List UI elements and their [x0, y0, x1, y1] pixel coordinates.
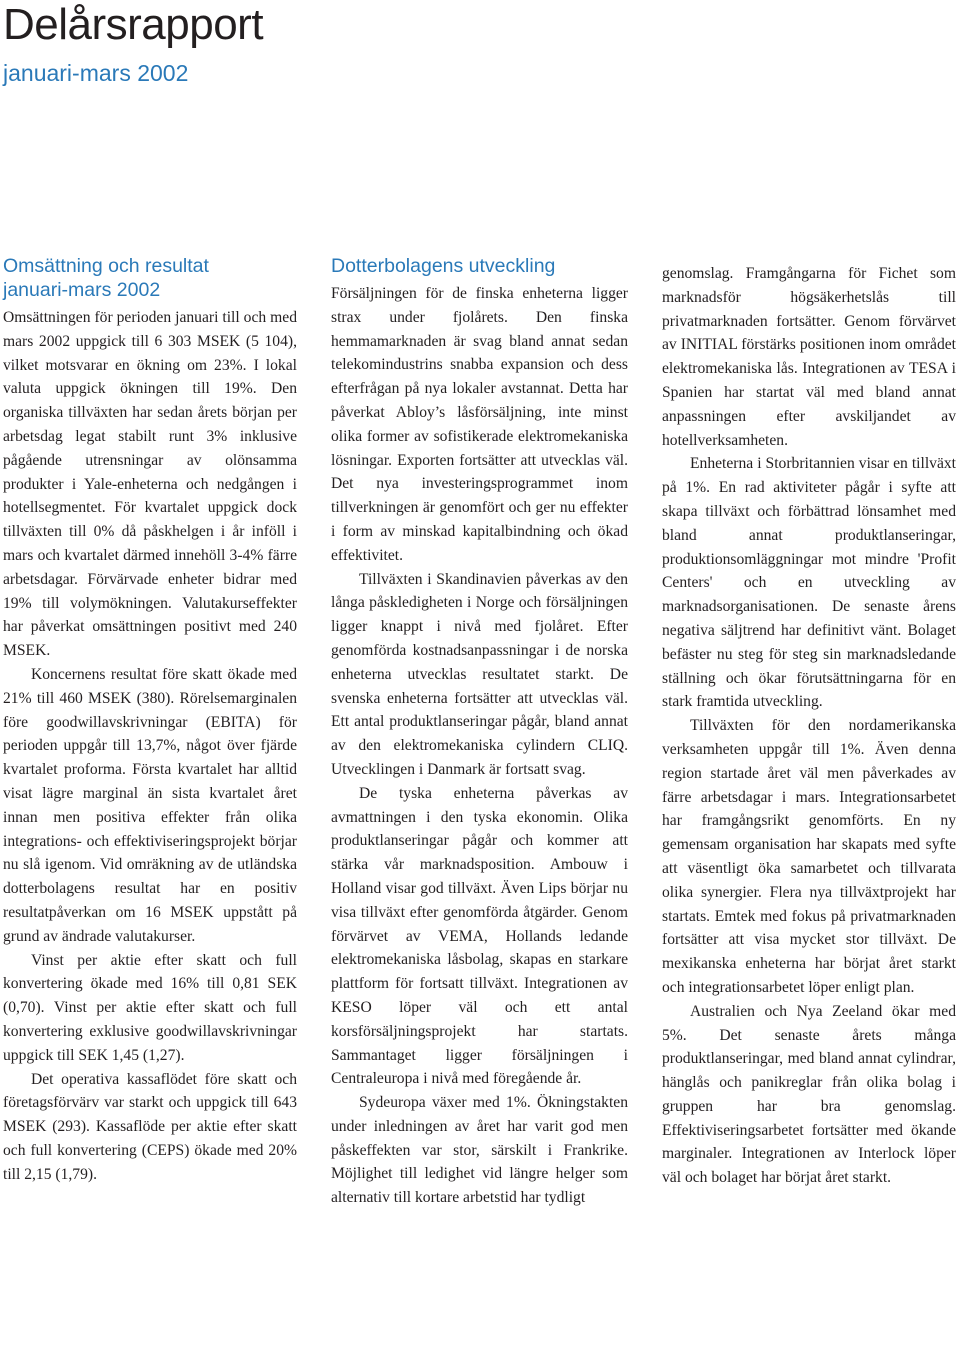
paragraph: Tillväxten i Skandinavien påverkas av den långa påskledigheten i Norge och försäljningen ligger knappt i nivå med fjolåret. Efter genomförda kostnadsanpassningar i de norska enheterna utvecklas resultatet starkt. De svenska enheterna fortsätter att utvecklas väl. Ett antal produktlanseringar pågår, bland annat av den elektromekaniska cylindern CLIQ. Utvecklingen i Danmark är fortsatt svag. — [331, 570, 628, 778]
report-subtitle: januari-mars 2002 — [3, 60, 189, 86]
section-heading-results-line2: januari-mars 2002 — [3, 279, 161, 301]
section-heading-results-line1: Omsättning och resultat — [3, 255, 209, 277]
paragraph: Omsättningen för perioden januari till och med mars 2002 uppgick till 6 303 MSEK (5 104), vilket motsvarar en ökning om 23%. I lokal valuta uppgick ökningen till 19%. Den organiska tillväxten har sedan årets början per arbetsdag legat stabilt runt 3% inklusive pågående utrensningar av olönsamma produkter i Yale-enheterna och nedgången i hotellsegmentet. För kvartalet uppgick dock tillväxten till 0% då påskhelgen i år inföll i mars och kvartalet därmed innehöll 3-4% färre arbetsdagar. Förvärvade enheter bidrar med 19% till volymökningen. Valutakurseffekter har påverkat omsättningen positivt med 240 MSEK. — [3, 309, 297, 660]
paragraph: Koncernens resultat före skatt ökade med 21% till 460 MSEK (380). Rörelsemarginalen före goodwillavskrivningar (EBITA) för perioden uppgår till 13,7%, något över fjärde kvartalet proforma. Första kvartalet har alltid visat lägre marginal än sista kvartalet året innan men positiva effekter från olika integrations- och effektiviseringsprojekt börjar nu slå igenom. Vid omräkning av de utländska dotterbolagens resultat har en positiv resultatpåverkan om 16 MSEK uppstått på grund av ändrade valutakurser. — [3, 665, 297, 945]
report-title: Delårsrapport — [3, 0, 264, 49]
paragraph: Sydeuropa växer med 1%. Ökningstakten under inledningen av året har varit god men påskeffekten var stor, särskilt i Frankrike. Möjlighet till ledighet vid längre helger som alternativ till kortare arbetstid har tydligt — [331, 1094, 628, 1207]
paragraph: Australien och Nya Zeeland ökar med 5%. Det senaste årets många produktlanseringar, med bland annat cylindrar, hänglås och panikreglar från olika bolag i gruppen har bra genomslag. Effektiviseringsarbetet fortsätter med ökande marginaler. Integrationen av Interlock löper väl och bolaget har börjat året starkt. — [662, 1002, 956, 1187]
column-subsidiaries — [331, 254, 628, 1210]
paragraph: Vinst per aktie efter skatt och full konvertering ökade med 16% till 0,81 SEK (0,70). Vinst per aktie efter skatt och full konvertering exklusive goodwillavskrivningar uppgick till SEK 1,45 (1,27). — [3, 951, 297, 1064]
section-heading-subsidiaries: Dotterbolagens utveckling — [331, 255, 556, 277]
paragraph: Enheterna i Storbritannien visar en tillväxt på 1%. En rad aktiviteter pågår i syfte att skapa tillväxt och förbättrad lönsamhet med bland annat produktlanseringar, produktionsomläggningar mot mindre 'Profit Centers' och en utveckling av marknadsorganisationen. De senaste årens negativa säljtrend har definitivt vänt. Bolaget befäster nu steg för steg sin marknadsledande ställning och ökar förutsättningarna för en stark framtida utveckling. — [662, 455, 956, 711]
column-continued — [662, 262, 956, 1190]
column-results — [3, 254, 297, 1186]
paragraph: Försäljningen för de finska enheterna ligger strax under fjolårets. Den finska hemmamarknaden är svag bland annat sedan telekomindustrins snabba expansion och dess efterfrågan på nya lokaler avstannat. Detta har påverkat Abloy’s låsförsäljning, inte minst olika former av sofistikerade elektromekaniska lösningar. Exporten fortsätter att utvecklas väl. Det nya investeringsprogrammet inom tillverkningen är genomfört och ger nu effekter i form av minskad kapitalbindning och ökad effektivitet. — [331, 285, 628, 564]
paragraph: De tyska enheterna påverkas av avmattningen i den tyska ekonomin. Olika produktlanseringar pågår och kommer att stärka vår marknadsposition. Ambouw i Holland visar god tillväxt. Även Lips börjar nu visa tillväxt efter genomförda åtgärder. Genom förvärvet av VEMA, Hollands ledande elektromekaniska låsbolag, skapas en starkare plattform för fortsatt tillväxt. Integrationen av KESO löper väl och ett antal korsförsäljningsprojekt har startats. Sammantaget ligger försäljningen i Centraleuropa i nivå med föregående år. — [331, 784, 628, 1088]
section-heading-results — [3, 254, 297, 302]
paragraph: Tillväxten för den nordamerikanska verksamheten uppgår till 1%. Även denna region startade året väl men påverkades av färre arbetsdagar i mars. Integrationsarbetet har framgångsrikt genomförts. En ny gemensam organisation har skapats med syfte att väsentligt öka samarbetet och tillvarata olika synergier. Flera nya tillväxtprojekt har startats. Emtek med fokus på privatmarknaden fortsätter att visa mycket stor tillväxt. De mexikanska enheterna har börjat året starkt och integrationsarbetet löper enligt plan. — [662, 717, 956, 996]
paragraph: genomslag. Framgångarna för Fichet som marknadsför högsäkerhetslås till privatmarknaden fortsätter. Genom förvärvet av INITIAL förstärks positionen inom området elektromekaniska lås. Integrationen av TESA i Spanien har startat väl med bland annat anpassningen efter avskiljandet av hotellverksamheten. — [662, 265, 956, 449]
paragraph: Det operativa kassaflödet före skatt och företagsförvärv var starkt och uppgick till 643 MSEK (293). Kassaflöde per aktie efter skatt och full konvertering (CEPS) ökade med 20% till 2,15 (1,79). — [3, 1070, 297, 1183]
